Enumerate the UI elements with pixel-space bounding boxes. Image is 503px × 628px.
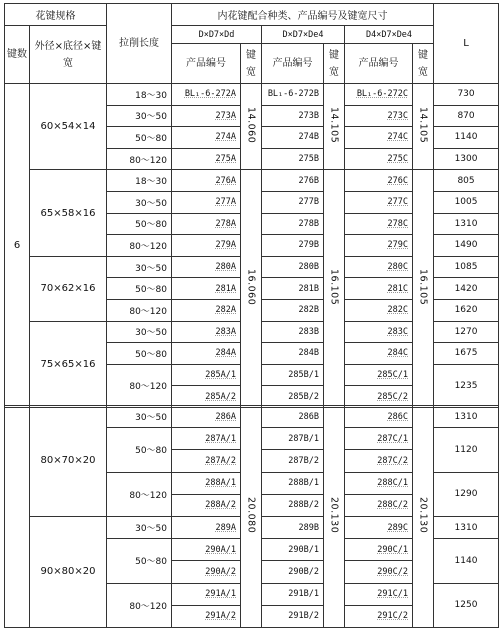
spline-broach-table-upper: [4, 3, 499, 408]
key-width-b: [324, 84, 345, 170]
product-code-a: 291A/1: [172, 583, 241, 605]
product-code-c: 287C/2: [345, 450, 413, 472]
product-code-a: 274A: [172, 127, 241, 149]
product-code-b: 273B: [262, 105, 324, 127]
length-value: 1270: [434, 321, 499, 343]
product-code-c: 281C: [345, 278, 413, 300]
length-value: 1420: [434, 278, 499, 300]
length-value: 1675: [434, 343, 499, 365]
product-code-b: 290B/2: [262, 561, 324, 583]
product-code-b: 276B: [262, 170, 324, 192]
length-value: 1300: [434, 148, 499, 170]
table-row: [5, 406, 499, 428]
spline-dimensions: 60×54×14: [30, 84, 107, 170]
product-code-header: 产品编号: [345, 44, 413, 84]
product-code-c: 285C/1: [345, 364, 413, 386]
product-code-a: BL₁-6-272A: [172, 84, 241, 106]
key-count-cell: [5, 406, 30, 628]
product-code-b: 291B/2: [262, 605, 324, 627]
broach-length-range: 80～120: [107, 235, 172, 257]
length-value: 1140: [434, 127, 499, 149]
broach-length-range: 80～120: [107, 472, 172, 516]
table-row: [5, 170, 499, 192]
product-code-a: 286A: [172, 406, 241, 428]
product-code-b: 282B: [262, 299, 324, 321]
product-code-b: BL₁-6-272B: [262, 84, 324, 106]
key-width-value: 20.130: [417, 496, 429, 534]
product-code-a: 285A/1: [172, 364, 241, 386]
key-width-a: [241, 406, 262, 628]
spline-dimensions: 90×80×20: [30, 516, 107, 627]
spline-dimensions: 70×62×16: [30, 256, 107, 321]
length-value: 1490: [434, 235, 499, 257]
product-code-a: 283A: [172, 321, 241, 343]
product-code-c: 283C: [345, 321, 413, 343]
product-code-c: 282C: [345, 299, 413, 321]
product-code-b: 280B: [262, 256, 324, 278]
broach-length-range: 80～120: [107, 583, 172, 627]
product-code-c: 278C: [345, 213, 413, 235]
length-value: 1310: [434, 516, 499, 538]
product-code-c: 287C/1: [345, 428, 413, 450]
product-code-c: 288C/1: [345, 472, 413, 494]
product-code-header: 产品编号: [262, 44, 324, 84]
key-count-header: 键数: [5, 26, 30, 84]
product-code-a: 287A/2: [172, 450, 241, 472]
product-code-a: 290A/1: [172, 539, 241, 561]
product-code-b: 285B/1: [262, 364, 324, 386]
product-code-a: 276A: [172, 170, 241, 192]
length-value: 870: [434, 105, 499, 127]
product-code-c: 286C: [345, 406, 413, 428]
length-value: 730: [434, 84, 499, 106]
length-value: 1085: [434, 256, 499, 278]
product-code-header: 产品编号: [172, 44, 241, 84]
broach-length-range: 50～80: [107, 343, 172, 365]
product-code-b: 275B: [262, 148, 324, 170]
spline-dimensions: 65×58×16: [30, 170, 107, 256]
product-code-a: 278A: [172, 213, 241, 235]
spline-dimensions: 80×70×20: [30, 406, 107, 517]
product-code-a: 281A: [172, 278, 241, 300]
product-code-c: 291C/2: [345, 605, 413, 627]
product-code-a: 291A/2: [172, 605, 241, 627]
broach-length-range: 30～50: [107, 321, 172, 343]
product-code-a: 273A: [172, 105, 241, 127]
broach-length-range: 50～80: [107, 278, 172, 300]
product-code-c: 291C/1: [345, 583, 413, 605]
product-code-b: 290B/1: [262, 539, 324, 561]
length-value: 1250: [434, 583, 499, 627]
broach-length-range: 30～50: [107, 191, 172, 213]
product-code-a: 290A/2: [172, 561, 241, 583]
product-code-a: 279A: [172, 235, 241, 257]
length-value: 1140: [434, 539, 499, 583]
key-width-b: [324, 170, 345, 408]
product-code-c: 276C: [345, 170, 413, 192]
product-code-b: 288B/2: [262, 494, 324, 516]
product-code-c: 275C: [345, 148, 413, 170]
product-code-b: 277B: [262, 191, 324, 213]
key-width-header: 键宽: [241, 44, 262, 84]
broach-length-range: 50～80: [107, 428, 172, 472]
broach-length-header: 拉削长度: [107, 4, 172, 84]
broach-length-range: 30～50: [107, 406, 172, 428]
key-width-value: 16.105: [417, 269, 429, 306]
length-value: 1620: [434, 299, 499, 321]
length-value: 1120: [434, 428, 499, 472]
broach-length-range: 18～30: [107, 170, 172, 192]
key-width-value: 14.105: [328, 107, 340, 144]
length-value: 805: [434, 170, 499, 192]
length-header: L: [434, 4, 499, 84]
product-code-c: 277C: [345, 191, 413, 213]
product-code-b: 287B/2: [262, 450, 324, 472]
product-code-c: 290C/1: [345, 539, 413, 561]
product-code-b: 289B: [262, 516, 324, 538]
product-code-c: 274C: [345, 127, 413, 149]
product-code-a: 280A: [172, 256, 241, 278]
product-code-b: 284B: [262, 343, 324, 365]
product-code-b: 281B: [262, 278, 324, 300]
broach-length-range: 50～80: [107, 539, 172, 583]
product-code-a: 275A: [172, 148, 241, 170]
product-code-c: 288C/2: [345, 494, 413, 516]
key-width-c: [413, 406, 434, 628]
key-width-c: [413, 84, 434, 170]
broach-length-range: 18～30: [107, 84, 172, 106]
fit-type-2: D×D7×De4: [262, 26, 345, 44]
key-count-value: 6: [5, 84, 30, 408]
spline-dimensions: 75×65×16: [30, 321, 107, 407]
key-width-value: 14.105: [417, 107, 429, 144]
fit-type-title: 内花键配合种类、产品编号及键宽尺寸: [172, 4, 434, 26]
product-code-b: 291B/1: [262, 583, 324, 605]
table-row: [5, 84, 499, 106]
length-value: 1235: [434, 364, 499, 407]
product-code-c: 273C: [345, 105, 413, 127]
length-value: 1290: [434, 472, 499, 516]
key-width-header: 键宽: [324, 44, 345, 84]
product-code-a: 287A/1: [172, 428, 241, 450]
key-width-c: [413, 170, 434, 408]
key-width-value: 20.080: [245, 496, 257, 534]
key-width-a: [241, 84, 262, 170]
product-code-c: 289C: [345, 516, 413, 538]
key-width-value: 20.130: [328, 496, 340, 534]
length-value: 1310: [434, 213, 499, 235]
product-code-c: 279C: [345, 235, 413, 257]
spline-spec-header: 花键规格: [5, 4, 107, 26]
product-code-a: 282A: [172, 299, 241, 321]
key-width-value: 16.060: [245, 269, 257, 306]
product-code-b: 285B/2: [262, 386, 324, 408]
product-code-a: 288A/2: [172, 494, 241, 516]
product-code-c: 284C: [345, 343, 413, 365]
dimensions-header: 外径×底径×键宽: [30, 26, 107, 84]
spline-broach-table-lower: [4, 405, 499, 628]
product-code-a: 285A/2: [172, 386, 241, 408]
broach-length-range: 80～120: [107, 299, 172, 321]
fit-type-3: D4×D7×De4: [345, 26, 434, 44]
product-code-b: 286B: [262, 406, 324, 428]
product-code-b: 274B: [262, 127, 324, 149]
key-width-a: [241, 170, 262, 408]
key-width-b: [324, 406, 345, 628]
product-code-c: 290C/2: [345, 561, 413, 583]
fit-type-1: D×D7×Dd: [172, 26, 262, 44]
product-code-c: 280C: [345, 256, 413, 278]
product-code-a: 288A/1: [172, 472, 241, 494]
broach-length-range: 50～80: [107, 213, 172, 235]
product-code-a: 284A: [172, 343, 241, 365]
key-width-header: 键宽: [413, 44, 434, 84]
product-code-c: 285C/2: [345, 386, 413, 408]
product-code-b: 278B: [262, 213, 324, 235]
product-code-a: 277A: [172, 191, 241, 213]
broach-length-range: 80～120: [107, 148, 172, 170]
product-code-b: 288B/1: [262, 472, 324, 494]
product-code-c: BL₁-6-272C: [345, 84, 413, 106]
product-code-b: 287B/1: [262, 428, 324, 450]
broach-length-range: 30～50: [107, 105, 172, 127]
broach-length-range: 30～50: [107, 256, 172, 278]
product-code-a: 289A: [172, 516, 241, 538]
key-width-value: 16.105: [328, 269, 340, 306]
length-value: 1005: [434, 191, 499, 213]
product-code-b: 283B: [262, 321, 324, 343]
key-width-value: 14.060: [245, 107, 257, 144]
broach-length-range: 30～50: [107, 516, 172, 538]
broach-length-range: 50～80: [107, 127, 172, 149]
product-code-b: 279B: [262, 235, 324, 257]
length-value: 1310: [434, 406, 499, 428]
broach-length-range: 80～120: [107, 364, 172, 407]
